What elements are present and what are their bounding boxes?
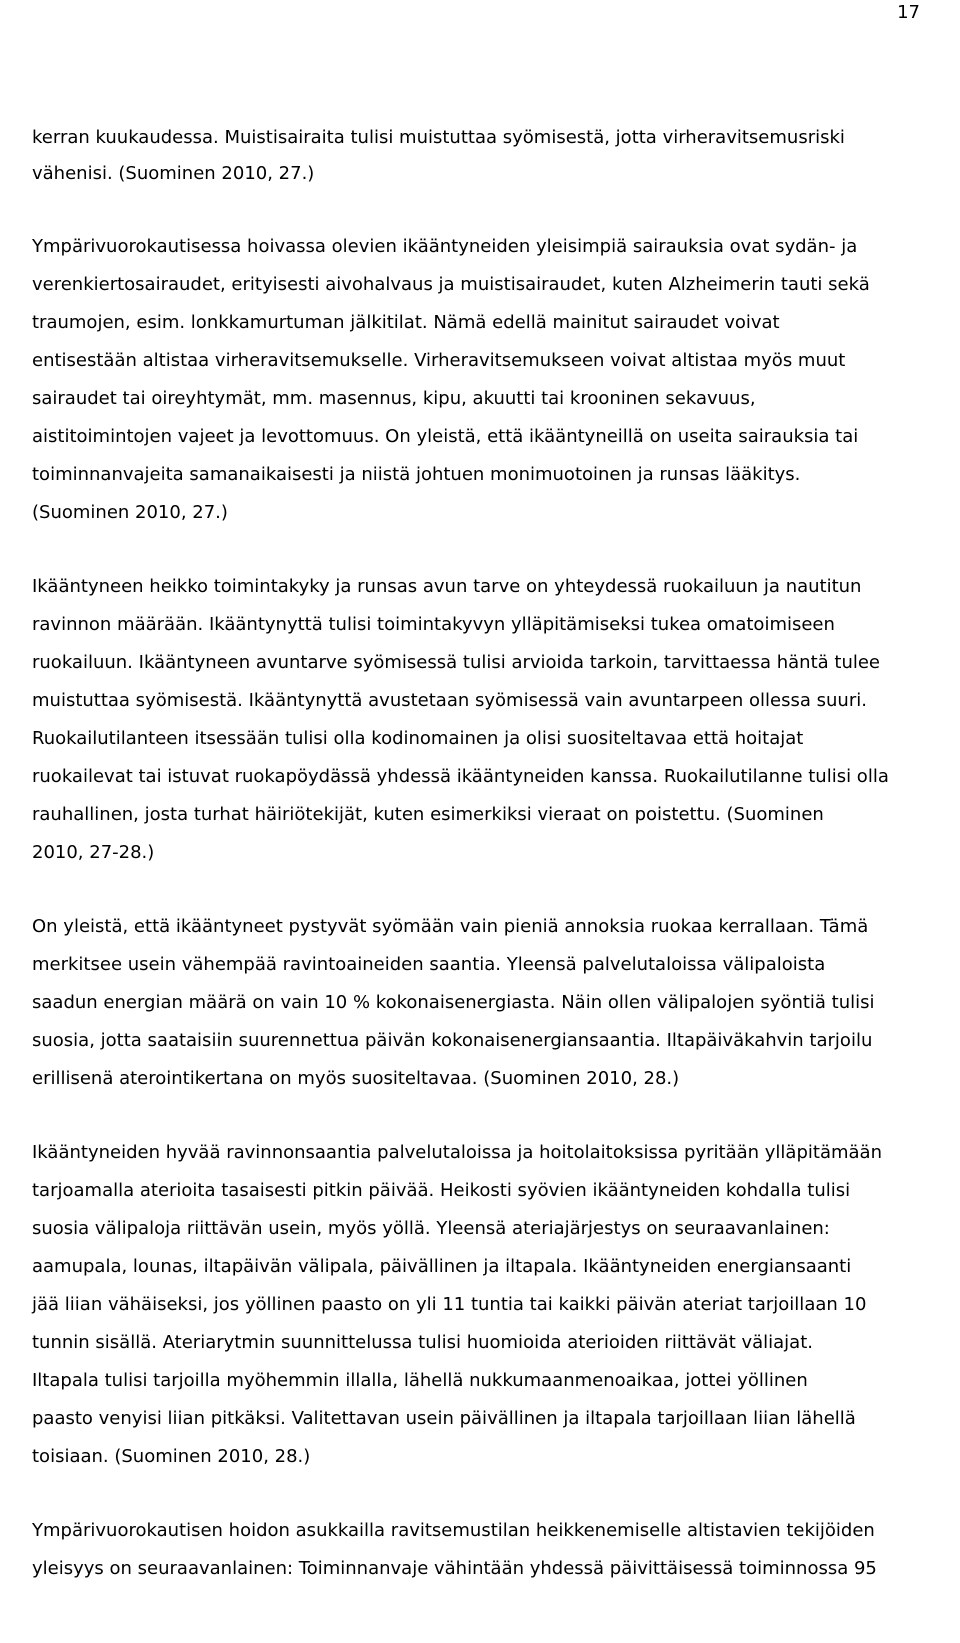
text-line: rauhallinen, josta turhat häiriötekijät, kuten esimerkiksi vieraat on poistettu. (Suominen xyxy=(32,804,824,825)
text-line: ravinnon määrään. Ikääntynyttä tulisi toimintakyvyn ylläpitämiseksi tukea omatoimiseen xyxy=(32,614,835,635)
text-line: entisestään altistaa virheravitsemukselle. Virheravitsemukseen voivat altistaa myös muut xyxy=(32,350,846,371)
paragraph xyxy=(32,228,947,532)
text-line: tunnin sisällä. Ateriarytmin suunnittelussa tulisi huomioida aterioiden riittävät väliajat. xyxy=(32,1332,813,1353)
text-line: muistuttaa syömisestä. Ikääntynyttä avustetaan syömisessä vain avuntarpeen ollessa suuri. xyxy=(32,690,867,711)
paragraph xyxy=(32,908,947,1098)
paragraph-gap xyxy=(32,532,947,568)
text-line: ruokailuun. Ikääntyneen avuntarve syömisessä tulisi arvioida tarkoin, tarvittaessa häntä tulee xyxy=(32,652,881,673)
text-line: ruokailevat tai istuvat ruokapöydässä yhdessä ikääntyneiden kanssa. Ruokailutilanne tulisi olla xyxy=(32,766,889,787)
paragraph-gap xyxy=(32,872,947,908)
text-line: Iltapala tulisi tarjoilla myöhemmin illalla, lähellä nukkumaanmenoaikaa, jottei yöllinen xyxy=(32,1370,808,1391)
text-line: aamupala, lounas, iltapäivän välipala, päivällinen ja iltapala. Ikääntyneiden energiansaanti xyxy=(32,1256,852,1277)
paragraph-gap xyxy=(32,192,947,228)
text-line: tarjoamalla aterioita tasaisesti pitkin päivää. Heikosti syövien ikääntyneiden kohdalla tulisi xyxy=(32,1180,851,1201)
text-line: paasto venyisi liian pitkäksi. Valitettavan usein päivällinen ja iltapala tarjoillaan liian lähellä xyxy=(32,1408,856,1429)
text-line: sairaudet tai oireyhtymät, mm. masennus, kipu, akuutti tai krooninen sekavuus, xyxy=(32,388,756,409)
text-line: 2010, 27-28.) xyxy=(32,842,155,863)
paragraph xyxy=(32,1512,947,1588)
text-line: toisiaan. (Suominen 2010, 28.) xyxy=(32,1446,311,1467)
text-line: On yleistä, että ikääntyneet pystyvät syömään vain pieniä annoksia ruokaa kerrallaan. Tämä xyxy=(32,916,869,937)
text-line: traumojen, esim. lonkkamurtuman jälkitilat. Nämä edellä mainitut sairaudet voivat xyxy=(32,312,780,333)
text-line: Ikääntyneiden hyvää ravinnonsaantia palvelutaloissa ja hoitolaitoksissa pyritään ylläpitämään xyxy=(32,1142,882,1163)
text-line: erillisenä aterointikertana on myös suositeltavaa. (Suominen 2010, 28.) xyxy=(32,1068,680,1089)
text-line: vähenisi. (Suominen 2010, 27.) xyxy=(32,163,315,184)
text-line: suosia välipaloja riittävän usein, myös yöllä. Yleensä ateriajärjestys on seuraavanlainen: xyxy=(32,1218,830,1239)
text-line: aistitoimintojen vajeet ja levottomuus. On yleistä, että ikääntyneillä on useita sairauksia tai xyxy=(32,426,859,447)
text-line: Ympärivuorokautisessa hoivassa olevien ikääntyneiden yleisimpiä sairauksia ovat sydän- ja xyxy=(32,236,858,257)
text-line: suosia, jotta saataisiin suurennettua päivän kokonaisenergiansaantia. Iltapäiväkahvin tarjoilu xyxy=(32,1030,873,1051)
text-line: kerran kuukaudessa. Muistisairaita tulisi muistuttaa syömisestä, jotta virheravitsemusriski xyxy=(32,127,845,148)
paragraph xyxy=(32,120,947,192)
text-line: merkitsee usein vähempää ravintoaineiden saantia. Yleensä palvelutaloissa välipaloista xyxy=(32,954,826,975)
text-line: Ruokailutilanteen itsessään tulisi olla kodinomainen ja olisi suositeltavaa että hoitajat xyxy=(32,728,804,749)
paragraph xyxy=(32,1134,947,1476)
text-line: toiminnanvajeita samanaikaisesti ja niistä johtuen monimuotoinen ja runsas lääkitys. xyxy=(32,464,801,485)
text-line: verenkiertosairaudet, erityisesti aivohalvaus ja muistisairaudet, kuten Alzheimerin tauti sekä xyxy=(32,274,870,295)
paragraph-gap xyxy=(32,1098,947,1134)
document-body xyxy=(32,120,947,1588)
text-line: Ikääntyneen heikko toimintakyky ja runsas avun tarve on yhteydessä ruokailuun ja nautitun xyxy=(32,576,862,597)
paragraph xyxy=(32,568,947,872)
text-line: saadun energian määrä on vain 10 % kokonaisenergiasta. Näin ollen välipalojen syöntiä tulisi xyxy=(32,992,875,1013)
text-line: yleisyys on seuraavanlainen: Toiminnanvaje vähintään yhdessä päivittäisessä toiminnossa 95 xyxy=(32,1558,877,1579)
paragraph-gap xyxy=(32,1476,947,1512)
page-number: 17 xyxy=(897,2,920,23)
text-line: (Suominen 2010, 27.) xyxy=(32,502,228,523)
text-line: Ympärivuorokautisen hoidon asukkailla ravitsemustilan heikkenemiselle altistavien tekijöiden xyxy=(32,1520,875,1541)
text-line: jää liian vähäiseksi, jos yöllinen paasto on yli 11 tuntia tai kaikki päivän ateriat tarjoillaan 10 xyxy=(32,1294,867,1315)
